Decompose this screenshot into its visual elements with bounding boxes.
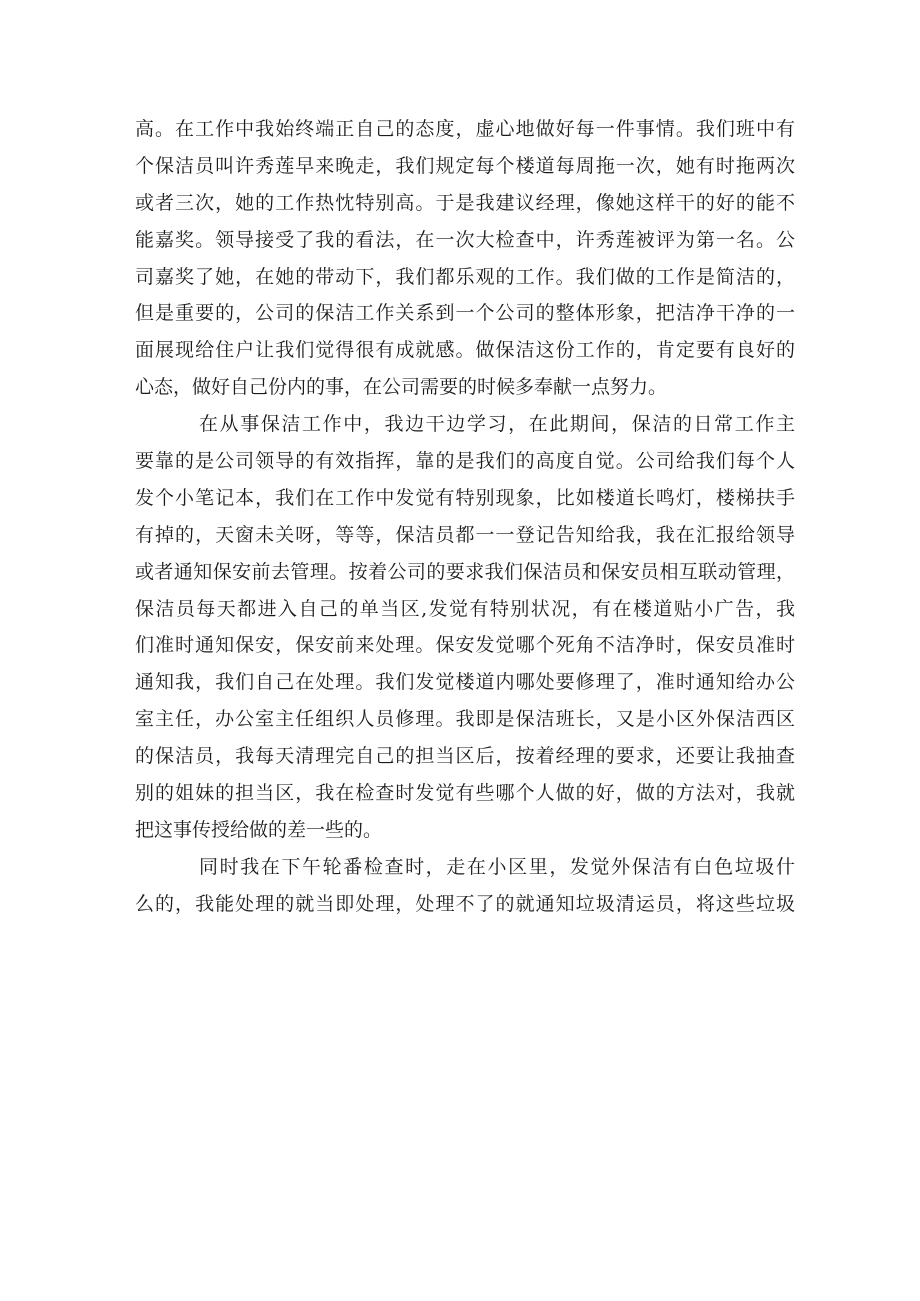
text-line: 面展现给住户让我们觉得很有成就感。做保洁这份工作的，肯定要有良好的 [135, 339, 795, 362]
text-line: 把这事传授给做的差一些的。 [135, 818, 383, 841]
text-line: 能嘉奖。领导接受了我的看法，在一次大检查中，许秀莲被评为第一名。公 [135, 228, 795, 251]
text-line: 或者三次，她的工作热忱特别高。于是我建议经理，像她这样干的好的能不 [135, 191, 795, 214]
paragraph [135, 406, 795, 849]
text-line: 个保洁员叫许秀莲早来晚走，我们规定每个楼道每周拖一次，她有时拖两次 [135, 154, 795, 177]
text-line: 么的，我能处理的就当即处理，处理不了的就通知垃圾清运员，将这些垃圾 [135, 892, 795, 915]
text-line: 司嘉奖了她，在她的带动下，我们都乐观的工作。我们做的工作是简洁的， [135, 265, 795, 288]
text-line: 们准时通知保安，保安前来处理。保安发觉哪个死角不洁净时，保安员准时 [135, 634, 795, 657]
text-line: 有掉的，天窗未关呀，等等，保洁员都一一登记告知给我，我在汇报给领导 [135, 523, 795, 546]
paragraph [135, 111, 795, 406]
text-line: 别的姐妹的担当区，我在检查时发觉有些哪个人做的好，做的方法对，我就 [135, 782, 795, 805]
text-line: 但是重要的，公司的保洁工作关系到一个公司的整体形象，把洁净干净的一 [135, 302, 795, 325]
text-line: 发个小笔记本，我们在工作中发觉有特别现象，比如楼道长鸣灯，楼梯扶手 [135, 486, 795, 509]
text-line: 同时我在下午轮番检查时，走在小区里，发觉外保洁有白色垃圾什 [199, 855, 795, 878]
document-page [135, 111, 795, 923]
text-line: 高。在工作中我始终端正自己的态度，虚心地做好每一件事情。我们班中有 [135, 118, 795, 140]
text-line: 要靠的是公司领导的有效指挥，靠的是我们的高度自觉。公司给我们每个人 [135, 450, 795, 473]
text-line: 心态，做好自己份内的事，在公司需要的时候多奉献一点努力。 [135, 376, 668, 399]
text-line: 室主任，办公室主任组织人员修理。我即是保洁班长，又是小区外保洁西区 [135, 708, 795, 731]
paragraph [135, 849, 795, 923]
text-line: 保洁员每天都进入自己的单当区,发觉有特别状况，有在楼道贴小广告，我 [135, 597, 795, 620]
text-line: 或者通知保安前去管理。按着公司的要求我们保洁员和保安员相互联动管理， [135, 560, 795, 583]
text-line: 的保洁员，我每天清理完自己的担当区后，按着经理的要求，还要让我抽查 [135, 745, 795, 768]
text-line: 通知我，我们自己在处理。我们发觉楼道内哪处要修理了，准时通知给办公 [135, 671, 795, 694]
text-line: 在从事保洁工作中，我边干边学习，在此期间，保洁的日常工作主 [199, 413, 795, 436]
